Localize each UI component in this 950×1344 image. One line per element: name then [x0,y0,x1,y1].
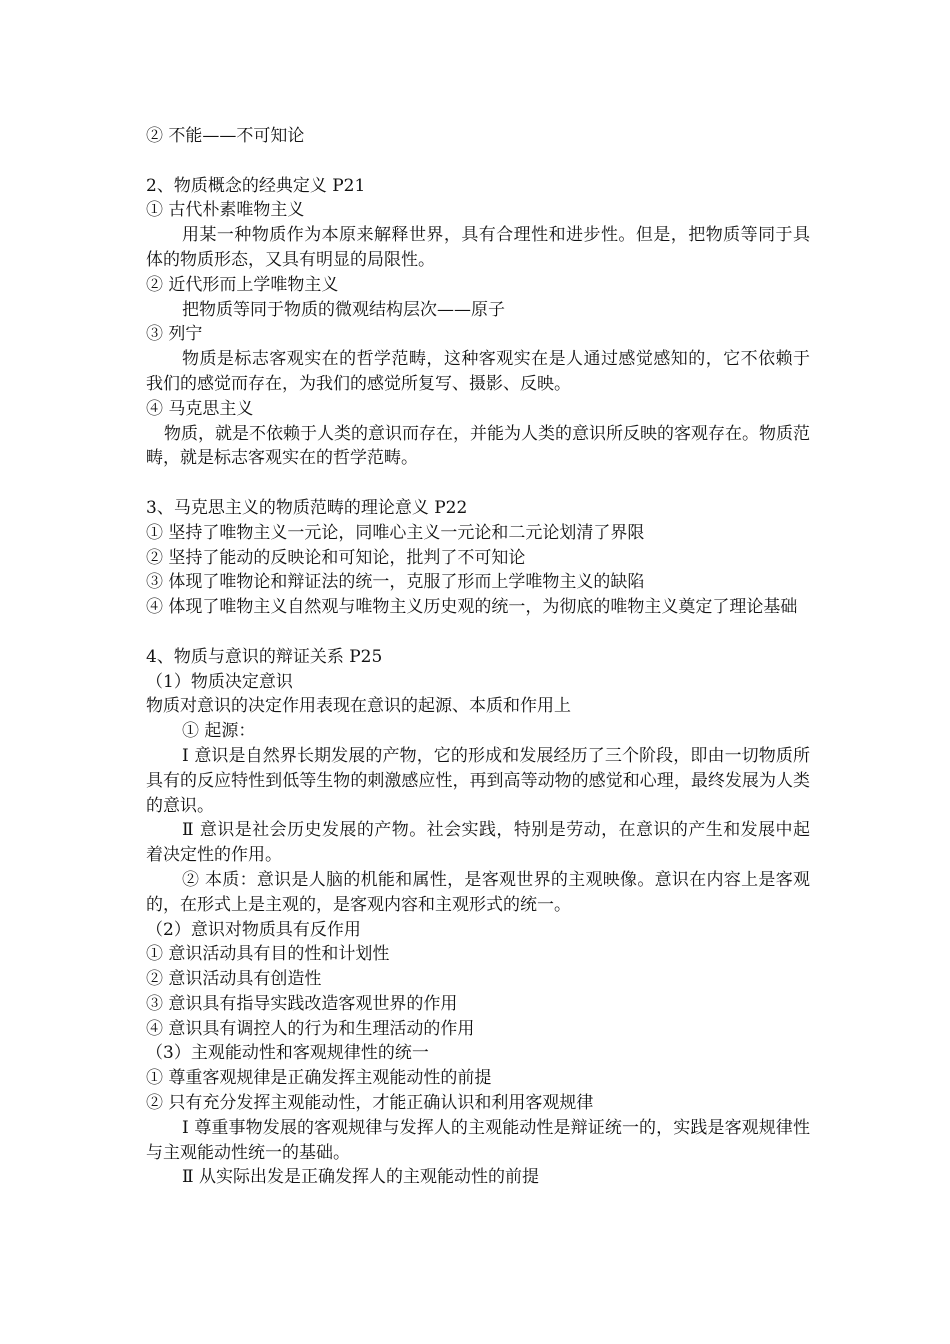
section-4-part3-title: （3）主观能动性和客观规律性的统一 [146,1043,429,1064]
section-4-essence: ② 本质：意识是人脑的机能和属性，是客观世界的主观映像。意识在内容上是客观的，在形式上是主观的，是客观内容和主观形式的统一。 [146,869,810,915]
section-2-sub4-title: ④ 马克思主义 [146,398,254,419]
section-4-part2-title: （2）意识对物质具有反作用 [146,919,361,940]
section-3-item: ① 坚持了唯物主义一元论，同唯心主义一元论和二元论划清了界限 [146,522,645,543]
section-2-sub1-title: ① 古代朴素唯物主义 [146,200,305,221]
spacer [146,471,810,496]
section-3-heading: 3、马克思主义的物质范畴的理论意义 P22 [146,497,468,518]
section-3-item: ③ 体现了唯物论和辩证法的统一，克服了形而上学唯物主义的缺陷 [146,572,645,593]
section-4-origin-ii: Ⅱ 意识是社会历史发展的产物。社会实践，特别是劳动，在意识的产生和发展中起着决定性的作用。 [146,820,810,866]
section-4-origin-title: ① 起源： [182,721,256,742]
section-4-part2-item: ① 意识活动具有目的性和计划性 [146,944,390,965]
section-4-part3-item: ① 尊重客观规律是正确发挥主观能动性的前提 [146,1068,492,1089]
intro-item-2: ② 不能——不可知论 [146,126,305,146]
section-4-part3-ii: Ⅱ 从实际出发是正确发挥人的主观能动性的前提 [182,1167,539,1188]
section-2-sub2-text: 把物质等同于物质的微观结构层次——原子 [182,299,505,320]
section-4-part1-title: （1）物质决定意识 [146,671,293,692]
section-4-origin-i: Ⅰ 意识是自然界长期发展的产物，它的形成和发展经历了三个阶段，即由一切物质所具有的反应特性到低等生物的刺激感应性，再到高等动物的感觉和心理，最终发展为人类的意识。 [146,745,810,816]
section-4-part3-item: ② 只有充分发挥主观能动性，才能正确认识和利用客观规律 [146,1093,594,1114]
section-2-sub3-text: 物质是标志客观实在的哲学范畴，这种客观实在是人通过感觉感知的，它不依赖于我们的感觉而存在，为我们的感觉所复写、摄影、反映。 [146,349,810,394]
spacer [146,149,810,174]
section-2-sub3-title: ③ 列宁 [146,324,203,345]
section-4-part2-item: ② 意识活动具有创造性 [146,969,322,990]
section-2-sub4-text: 物质，就是不依赖于人类的意识而存在，并能为人类的意识所反映的客观存在。物质范畴，就是标志客观实在的哲学范畴。 [146,423,810,469]
section-4-part2-item: ④ 意识具有调控人的行为和生理活动的作用 [146,1018,475,1039]
section-3-item: ② 坚持了能动的反映论和可知论，批判了不可知论 [146,547,526,568]
section-2-sub1-text: 用某一种物质作为本原来解释世界，具有合理性和进步性。但是，把物质等同于具体的物质形态，又具有明显的局限性。 [146,225,810,270]
section-2-heading: 2、物质概念的经典定义 P21 [146,175,366,196]
spacer [146,620,810,645]
section-2-sub2-title: ② 近代形而上学唯物主义 [146,274,339,295]
section-4-heading: 4、物质与意识的辩证关系 P25 [146,646,383,667]
section-4-part1-intro: 物质对意识的决定作用表现在意识的起源、本质和作用上 [146,696,571,717]
section-4-part2-item: ③ 意识具有指导实践改造客观世界的作用 [146,993,458,1014]
section-3-item: ④ 体现了唯物主义自然观与唯物主义历史观的统一，为彻底的唯物主义奠定了理论基础 [146,597,798,618]
document-page [146,124,810,1190]
section-4-part3-i: Ⅰ 尊重事物发展的客观规律与发挥人的主观能动性是辩证统一的，实践是客观规律性与主观能动性统一的基础。 [146,1117,810,1163]
